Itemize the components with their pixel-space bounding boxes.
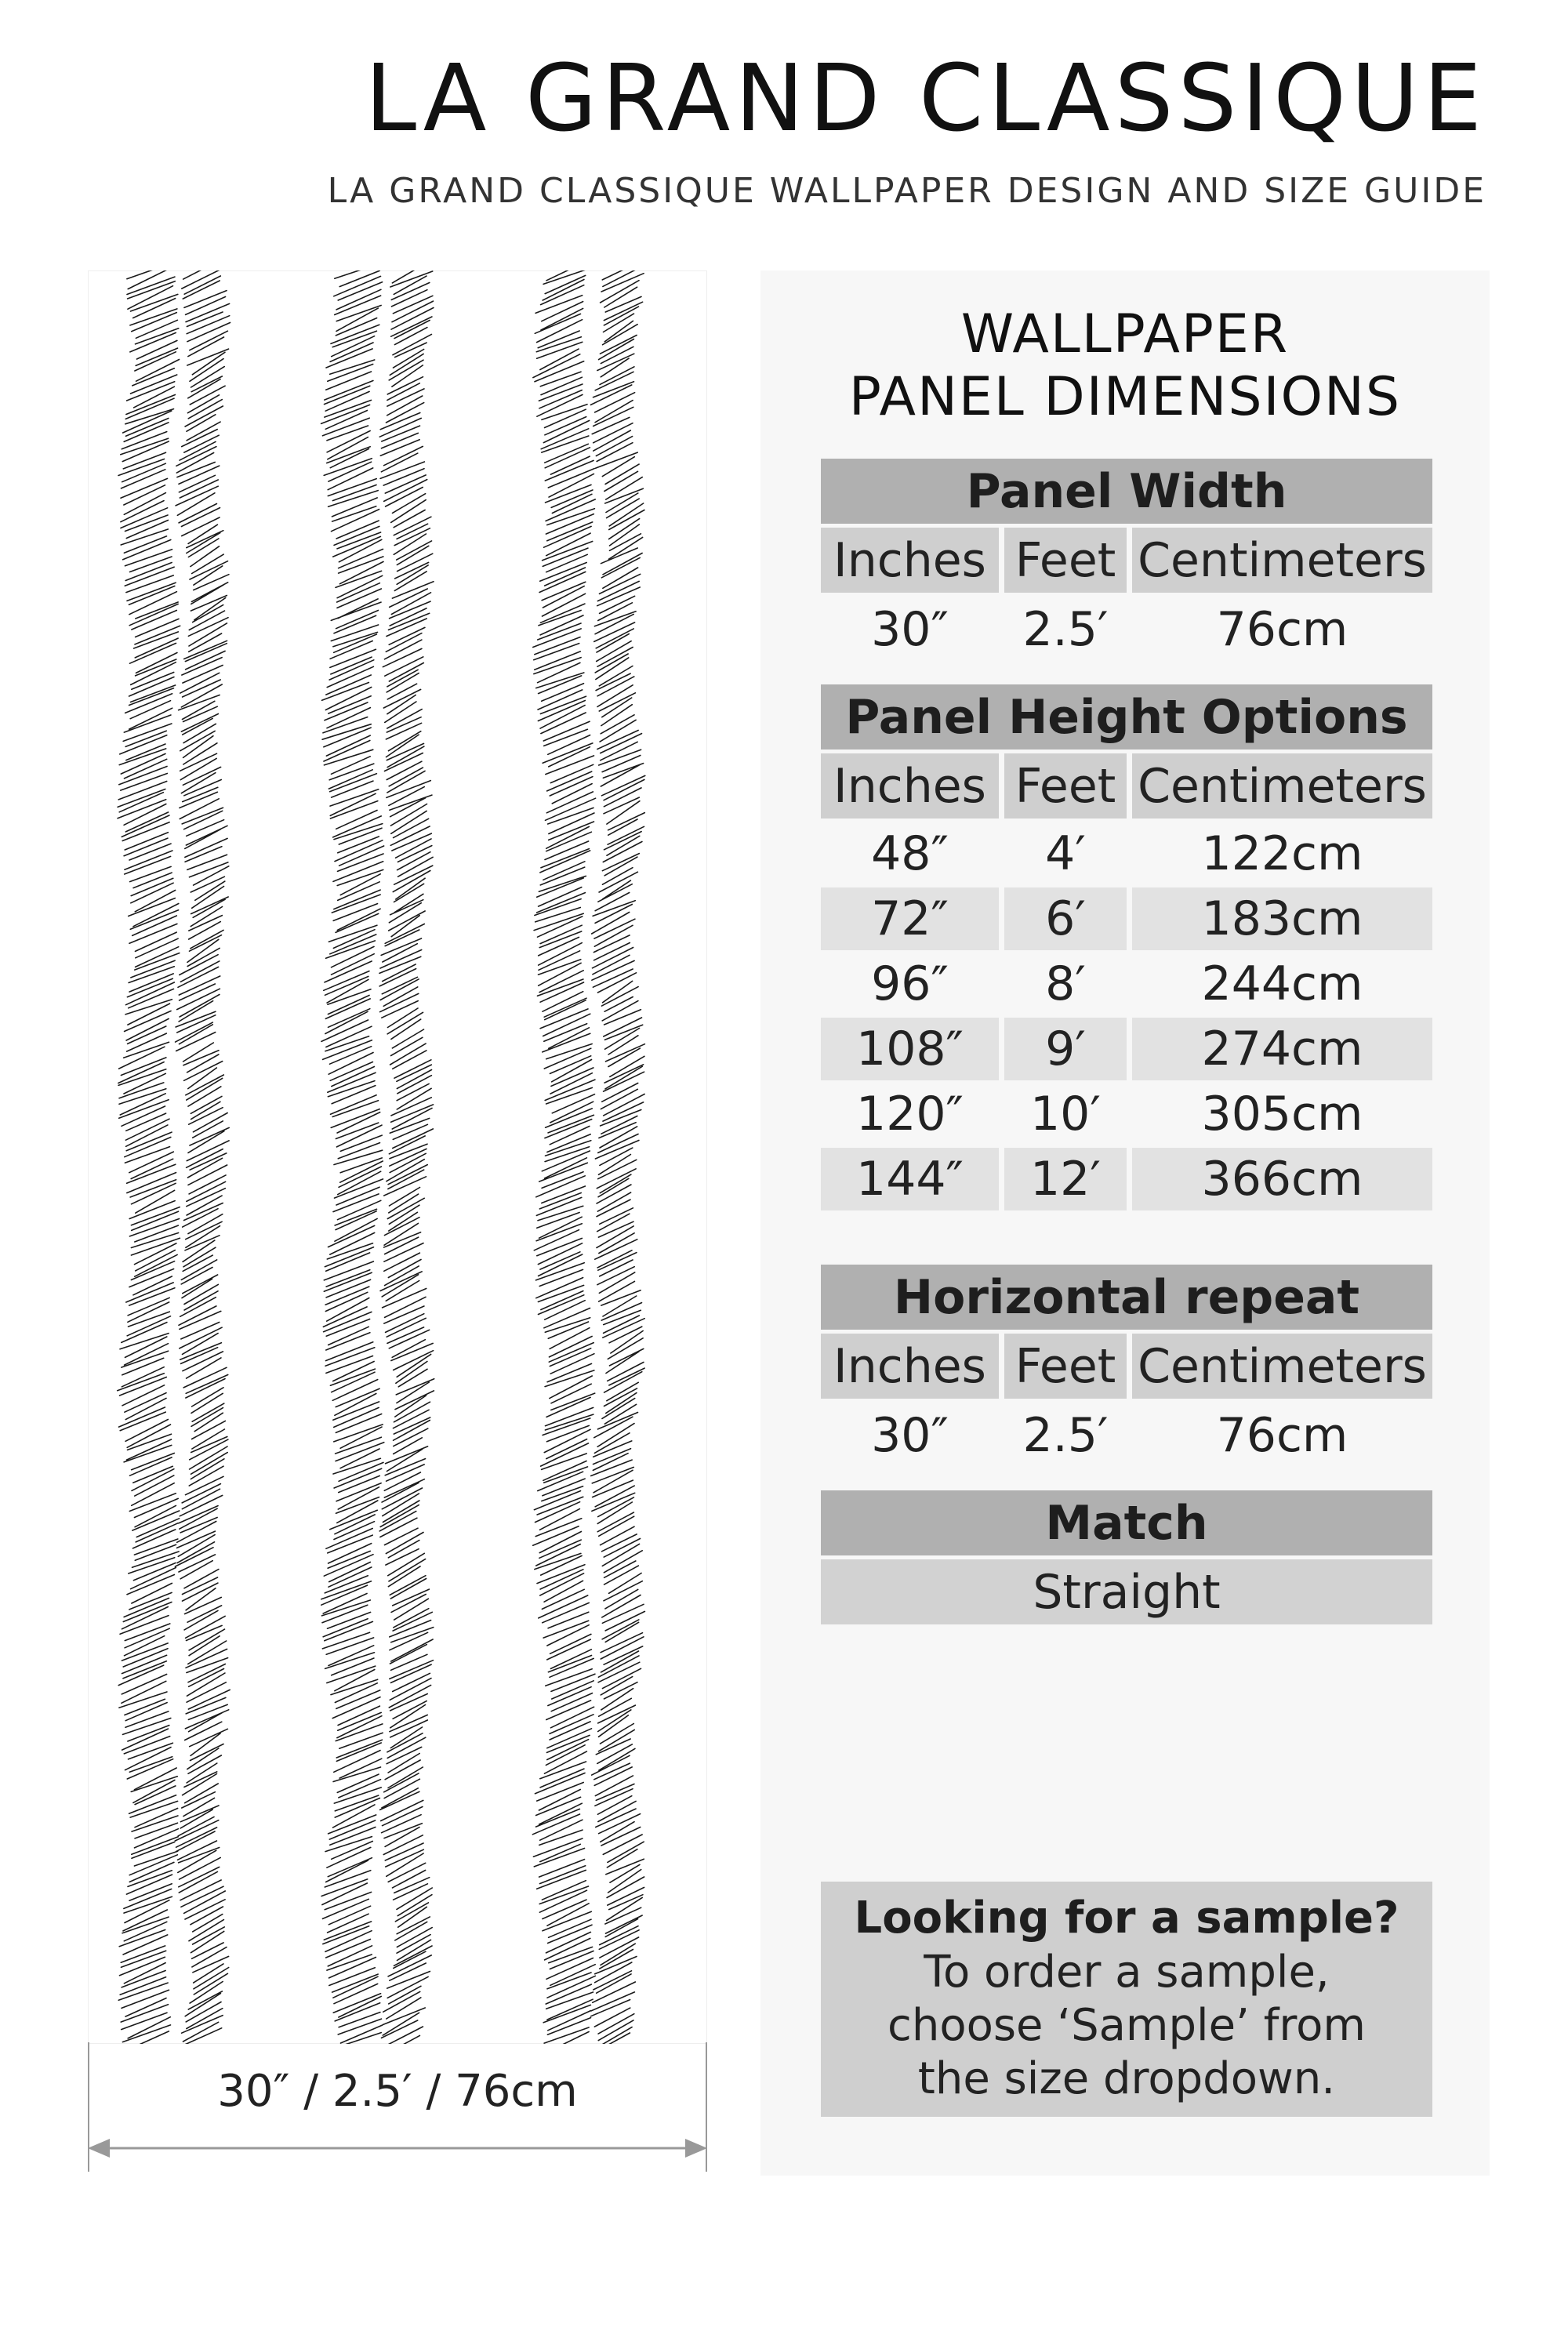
table-row: [821, 1018, 1432, 1080]
scribble-strokes: [118, 270, 230, 2044]
height-cm: 183cm: [1132, 887, 1432, 950]
height-inches: 108″: [821, 1018, 999, 1080]
repeat-inches: 30″: [871, 1407, 949, 1463]
height-cm: 366cm: [1132, 1148, 1432, 1210]
height-feet: 6′: [1004, 887, 1127, 950]
panel-width-header: Panel Width: [821, 459, 1432, 524]
height-feet: 9′: [1004, 1018, 1127, 1080]
height-cm: 274cm: [1132, 1018, 1432, 1080]
sample-text-line: To order a sample,: [924, 1947, 1330, 1998]
height-inches: 120″: [856, 1087, 964, 1142]
table-row: [821, 597, 1432, 662]
sample-title: Looking for a sample?: [854, 1893, 1399, 1944]
col-centimeters: Centimeters: [1132, 528, 1432, 593]
table-row: [821, 822, 1432, 885]
brand-title: LA GRAND CLASSIQUE: [365, 44, 1486, 152]
col-inches: Inches: [821, 753, 999, 818]
dimensions-panel: [760, 270, 1490, 2176]
table-row: [821, 1403, 1432, 1468]
repeat-feet: 2.5′: [1022, 1407, 1109, 1463]
height-feet: 8′: [1045, 956, 1086, 1011]
col-centimeters: Centimeters: [1132, 1334, 1432, 1399]
horizontal-repeat-header: Horizontal repeat: [821, 1265, 1432, 1330]
width-inches: 30″: [871, 601, 949, 657]
height-inches: 96″: [871, 956, 949, 1011]
table-row: [821, 1083, 1432, 1145]
panel-height-table: [821, 684, 1432, 1213]
height-cm: 305cm: [1201, 1087, 1363, 1142]
height-cm: 244cm: [1201, 956, 1363, 1011]
col-feet: Feet: [1004, 528, 1127, 593]
brand-subtitle: LA GRAND CLASSIQUE WALLPAPER DESIGN AND SIZE GUIDE: [327, 171, 1486, 211]
scribble-strokes: [532, 270, 644, 2044]
height-feet: 12′: [1004, 1148, 1127, 1210]
column-headers: [821, 753, 1432, 818]
table-row: [821, 1148, 1432, 1210]
sample-text-line: choose ‘Sample’ from: [887, 2000, 1366, 2051]
column-headers: [821, 1334, 1432, 1399]
dimension-label: 30″ / 2.5′ / 76cm: [217, 2066, 578, 2117]
col-feet: Feet: [1004, 753, 1127, 818]
height-inches: 144″: [821, 1148, 999, 1210]
scribble-strokes: [321, 270, 434, 2044]
panel-title-line1: WALLPAPER: [960, 303, 1290, 365]
match-value: Straight: [821, 1559, 1432, 1624]
height-cm: 122cm: [1201, 826, 1363, 881]
table-row: [821, 887, 1432, 950]
repeat-cm: 76cm: [1216, 1407, 1348, 1463]
panel-width-indicator: [88, 2042, 707, 2176]
height-inches: 48″: [871, 826, 949, 881]
panel-width-table: [821, 459, 1432, 666]
column-headers: [821, 528, 1432, 593]
col-feet: Feet: [1004, 1334, 1127, 1399]
scribble-stripe: [321, 270, 434, 2044]
height-feet: 10′: [1030, 1087, 1101, 1142]
scribble-stripe-pattern: [88, 270, 707, 2044]
col-inches: Inches: [821, 1334, 999, 1399]
width-feet: 2.5′: [1022, 601, 1109, 657]
panel-title: [760, 303, 1490, 429]
panel-height-header: Panel Height Options: [821, 684, 1432, 750]
sample-info-box: [821, 1882, 1432, 2117]
match-table: [821, 1490, 1432, 1624]
table-row: [821, 953, 1432, 1015]
scribble-stripe: [118, 270, 230, 2044]
height-inches: 72″: [821, 887, 999, 950]
panel-title-line2: PANEL DIMENSIONS: [848, 366, 1402, 428]
sample-text-line: the size dropdown.: [917, 2053, 1336, 2104]
width-cm: 76cm: [1216, 601, 1348, 657]
dimension-arrow: [88, 2132, 707, 2164]
wallpaper-preview: [88, 270, 707, 2044]
match-header: Match: [821, 1490, 1432, 1555]
col-centimeters: Centimeters: [1132, 753, 1432, 818]
height-feet: 4′: [1045, 826, 1086, 881]
scribble-stripe: [532, 270, 644, 2044]
col-inches: Inches: [821, 528, 999, 593]
horizontal-repeat-table: [821, 1265, 1432, 1472]
